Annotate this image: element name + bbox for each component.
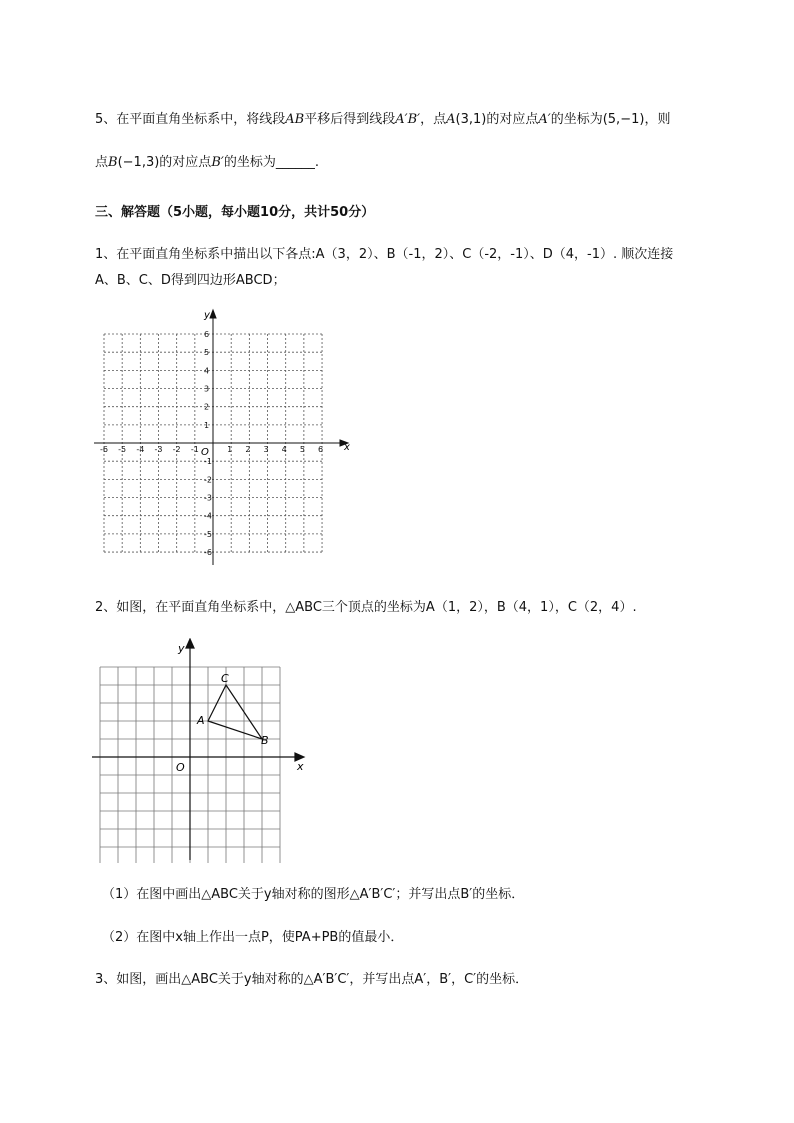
y-tick-label: -6 bbox=[204, 548, 212, 558]
point-a-label: A bbox=[197, 714, 205, 727]
x-tick-label: -5 bbox=[118, 445, 127, 454]
x-tick-label: 4 bbox=[281, 445, 287, 454]
y-tick-label: -1 bbox=[204, 457, 212, 467]
y-tick-label: 3 bbox=[204, 384, 210, 394]
p2-coordinate-grid bbox=[90, 638, 310, 863]
triangle-abc bbox=[208, 685, 262, 739]
p1-y-axis-label: y bbox=[204, 310, 210, 321]
x-tick-label: -1 bbox=[190, 445, 199, 454]
x-tick-label: 3 bbox=[263, 445, 269, 454]
x-tick-label: -4 bbox=[136, 445, 145, 454]
y-tick-label: -2 bbox=[204, 475, 212, 485]
y-tick-label: -3 bbox=[204, 493, 212, 503]
p2-y-axis-label: y bbox=[178, 642, 185, 655]
y-tick-label: 1 bbox=[204, 420, 210, 430]
x-tick-label: -2 bbox=[172, 445, 181, 454]
x-tick-label: -3 bbox=[154, 445, 163, 454]
point-b-label: B bbox=[261, 734, 269, 747]
p1-coordinate-grid bbox=[90, 307, 360, 567]
p1-line-2: A、B、C、D得到四边形ABCD； bbox=[95, 273, 286, 288]
x-tick-label: -6 bbox=[99, 445, 108, 454]
p1-line-1: 1、在平面直角坐标系中描出以下各点:A（3，2）、B（-1，2）、C（-2，-1）、D（4，-1）. 顺次连接 bbox=[95, 247, 674, 262]
p2-x-axis-label: x bbox=[297, 760, 304, 773]
p1-x-axis-label: x bbox=[344, 442, 350, 453]
p2-line-1: 2、如图，在平面直角坐标系中，△ABC三个顶点的坐标为A（1，2），B（4，1），C（2，4）. bbox=[95, 600, 637, 615]
q5-line-2: 点B(−1,3)的对应点B′的坐标为______. bbox=[95, 155, 319, 170]
p1-origin-label: O bbox=[201, 447, 209, 458]
y-tick-label: 6 bbox=[204, 329, 210, 339]
y-tick-label: -4 bbox=[204, 511, 212, 521]
y-tick-label: 2 bbox=[204, 402, 210, 412]
p2-sub-1: （1）在图中画出△ABC关于y轴对称的图形△A′B′C′；并写出点B′的坐标． bbox=[102, 887, 525, 902]
point-c-label: C bbox=[221, 672, 229, 685]
x-tick-label: 2 bbox=[245, 445, 251, 454]
section-title: 三、解答题（5小题，每小题10分，共计50分） bbox=[95, 205, 375, 220]
y-tick-label: -5 bbox=[204, 529, 212, 539]
q5-line-1: 5、在平面直角坐标系中，将线段AB平移后得到线段A′B′，点A(3,1)的对应点A′的坐标为(5,−1)，则 bbox=[95, 112, 671, 127]
x-tick-label: 1 bbox=[227, 445, 233, 454]
x-tick-label: 5 bbox=[299, 445, 305, 454]
p3-line-1: 3、如图，画出△ABC关于y轴对称的△A′B′C′，并写出点A′，B′，C′的坐标． bbox=[95, 972, 529, 987]
y-tick-label: 4 bbox=[204, 366, 210, 376]
p2-origin-label: O bbox=[176, 761, 185, 774]
p2-sub-2: （2）在图中x轴上作出一点P，使PA+PB的值最小． bbox=[102, 930, 404, 945]
x-tick-label: 6 bbox=[318, 445, 324, 454]
y-tick-label: 5 bbox=[204, 348, 210, 358]
